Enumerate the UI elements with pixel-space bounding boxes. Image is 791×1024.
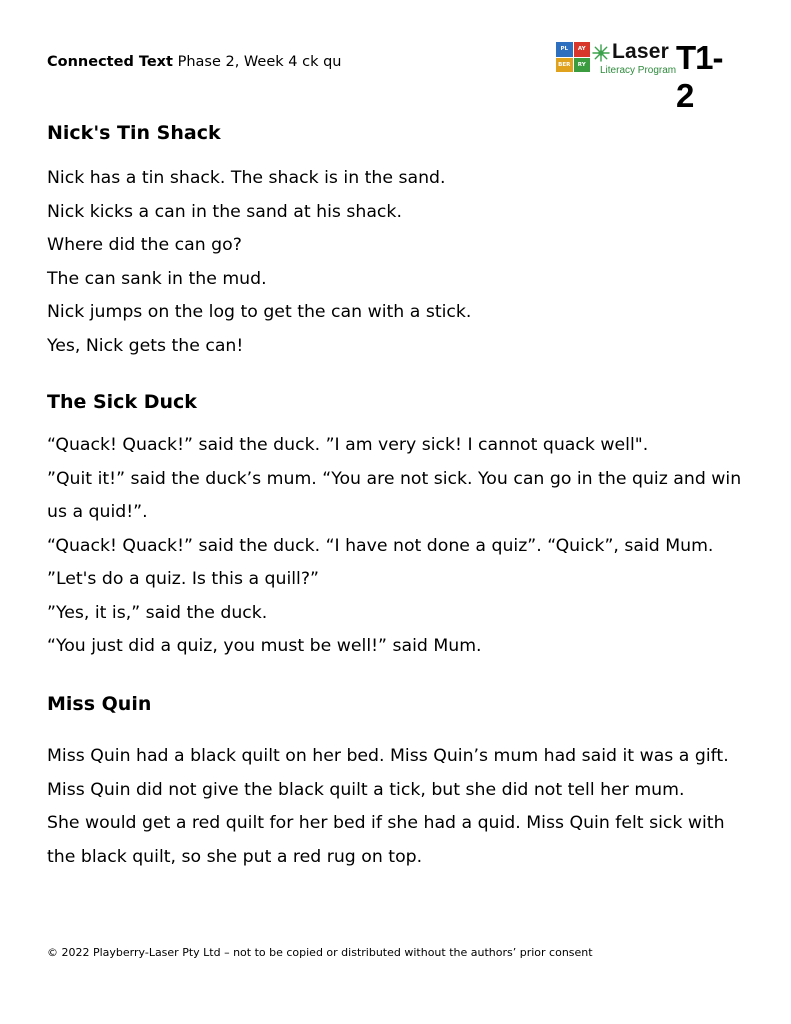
- story-line: ”Quit it!” said the duck’s mum. “You are not sick. You can go in the quiz and win us a quid!”.: [47, 468, 742, 522]
- story-line: ”Yes, it is,” said the duck.: [47, 602, 268, 623]
- document-header: [47, 54, 341, 70]
- story-line: “Quack! Quack!” said the duck. “I have not done a quiz”. “Quick”, said Mum. ”Let's do a quiz. Is this a quill?”: [47, 535, 714, 589]
- story-line: Miss Quin had a black quilt on her bed. Miss Quin’s mum had said it was a gift. Miss Quin did not give the black quilt a tick, but she did not tell her mum.: [47, 746, 729, 800]
- header-label-rest: Phase 2, Week 4 ck qu: [172, 54, 342, 70]
- logo-level-code: T1-2: [676, 39, 723, 114]
- story-line: Nick has a tin shack. The shack is in the sand.: [47, 168, 446, 188]
- story-text: [47, 429, 752, 664]
- laser-literacy-logo: [556, 39, 738, 114]
- story-line: Nick kicks a can in the sand at his shack.: [47, 201, 402, 222]
- logo-grid-cell: BER: [556, 58, 573, 73]
- playberry-logo-grid: [556, 42, 590, 72]
- story-line: She would get a red quilt for her bed if she had a quid. Miss Quin felt sick with the black quilt, so she put a red rug on top.: [47, 813, 725, 867]
- section-title: Miss Quin: [47, 693, 152, 715]
- logo-subtitle: Literacy Program: [600, 65, 677, 76]
- logo-grid-cell: RY: [574, 58, 591, 73]
- logo-grid-cell: AY: [574, 42, 591, 57]
- section-title: The Sick Duck: [47, 391, 197, 413]
- story-line: Where did the can go?: [47, 235, 242, 255]
- story-line: Yes, Nick gets the can!: [47, 335, 244, 356]
- copyright-footer: © 2022 Playberry-Laser Pty Ltd – not to be copied or distributed without the authors’ prior consent: [47, 946, 593, 959]
- logo-word: Laser: [612, 40, 670, 63]
- header-label-bold: Connected Text: [47, 54, 173, 70]
- logo-grid-cell: PL: [556, 42, 573, 57]
- laser-starburst-icon: [592, 44, 610, 62]
- story-line: “Quack! Quack!” said the duck. ”I am very sick! I cannot quack well".: [47, 435, 649, 455]
- story-text: [47, 740, 752, 874]
- story-line: The can sank in the mud.: [47, 268, 267, 289]
- section-title: Nick's Tin Shack: [47, 122, 221, 144]
- story-line: “You just did a quiz, you must be well!” said Mum.: [47, 636, 482, 656]
- story-text: [47, 162, 752, 363]
- story-line: Nick jumps on the log to get the can with a stick.: [47, 302, 472, 322]
